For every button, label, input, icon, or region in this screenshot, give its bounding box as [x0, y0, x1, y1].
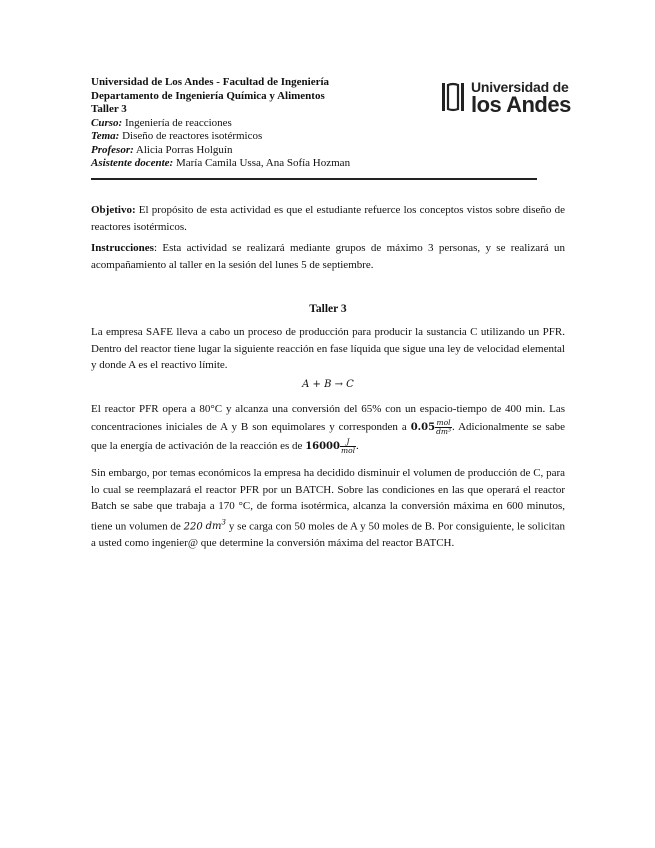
activation-energy-unit — [340, 438, 356, 455]
p2-text-2: . Adicionalmente se sabe que la energía de activación de la reacción es de — [91, 421, 565, 452]
p3-text-1: Sin embargo, por temas económicos la empresa ha decidido disminuir el volumen de producción de C, para lo cual se reemplazará el reactor PFR por un BATCH. Sobre las condiciones en las que operará el reactor Batch se sabe que trabaja a 170 °C, de forma isotérmica, alcanza la conversión máxima en 600 minutos, tiene un volumen de — [91, 467, 565, 532]
course-value: Ingeniería de reacciones — [122, 116, 232, 129]
document-header — [91, 76, 571, 180]
logo-text-line1: Universidad de — [471, 79, 569, 95]
university-logo — [439, 79, 571, 117]
batch-volume-value: 220 — [183, 520, 203, 532]
concentration-unit-num: mol — [436, 417, 451, 427]
instructions-text: : Esta actividad se realizará mediante grupos de máximo 3 personas, y se realizará un acompañamiento al taller en la sesión del lunes 5 de septiembre. — [91, 242, 565, 271]
problem-paragraph-1: La empresa SAFE lleva a cabo un proceso de producción para producir la sustancia C utilizando un PFR. Dentro del reactor tiene lugar la siguiente reacción en fase líquida que sigue una ley de velocidad elemental y donde A es el reactivo límite. — [91, 326, 565, 371]
objective-text: El propósito de esta actividad es que el estudiante refuerce los conceptos vistos sobre diseño de reactores isotérmicos. — [91, 204, 565, 233]
instructions-paragraph — [91, 240, 565, 273]
logo-mark-icon — [439, 81, 467, 113]
assistant-line — [91, 157, 350, 171]
workshop-line: Taller 3 — [91, 103, 127, 115]
problem-paragraph-3 — [91, 465, 565, 552]
topic-label: Tema: — [91, 130, 120, 142]
course-line — [91, 117, 350, 131]
initial-concentration-value: 0.05 — [410, 422, 436, 433]
reaction-equation: A + B → C — [302, 379, 354, 390]
university-faculty-line: Universidad de Los Andes - Facultad de Ingeniería — [91, 76, 330, 88]
topic-line — [91, 130, 350, 144]
volume-unit-exponent: 3 — [221, 518, 226, 527]
objective-label: Objetivo: — [91, 204, 136, 216]
p2-text-1: El reactor PFR opera a 80°C y alcanza una conversión del 65% con un espacio-tiempo de 400 min. Las concentraciones iniciales de A y B son equimolares y corresponden a — [91, 403, 565, 433]
concentration-unit-den: dm³ — [436, 426, 451, 436]
p3-text-2: y se carga con 50 moles de A y 50 moles de B. Por consiguiente, le solicitan a usted como ingenier@ que determine la conversión máxima del reactor BATCH. — [91, 519, 566, 550]
logo-text-line2: los Andes — [471, 92, 571, 117]
concentration-unit — [435, 419, 452, 436]
p2-text-3: . — [356, 440, 359, 452]
professor-line — [91, 144, 350, 158]
assistant-value: María Camila Ussa, Ana Sofía Hozman — [173, 157, 351, 169]
professor-value: Alicia Porras Holguín — [133, 143, 233, 156]
topic-value: Diseño de reactores isotérmicos — [119, 130, 263, 142]
course-label: Curso: — [91, 116, 123, 129]
batch-volume-unit — [205, 518, 226, 532]
activation-energy-value: 16000 — [305, 441, 340, 452]
problem-paragraph-2 — [91, 400, 565, 456]
professor-label: Profesor: — [91, 143, 134, 156]
department-line: Departamento de Ingeniería Química y Alimentos — [91, 89, 325, 102]
header-divider — [91, 178, 537, 180]
assistant-label: Asistente docente: — [91, 157, 174, 169]
volume-unit-base: dm — [205, 520, 222, 532]
activation-energy-unit-num: J — [340, 438, 356, 447]
instructions-label: Instrucciones — [91, 242, 154, 254]
header-text-block — [91, 76, 350, 171]
section-title: Taller 3 — [309, 303, 347, 315]
activation-energy-unit-den: mol — [340, 445, 356, 455]
objective-paragraph — [91, 202, 565, 235]
